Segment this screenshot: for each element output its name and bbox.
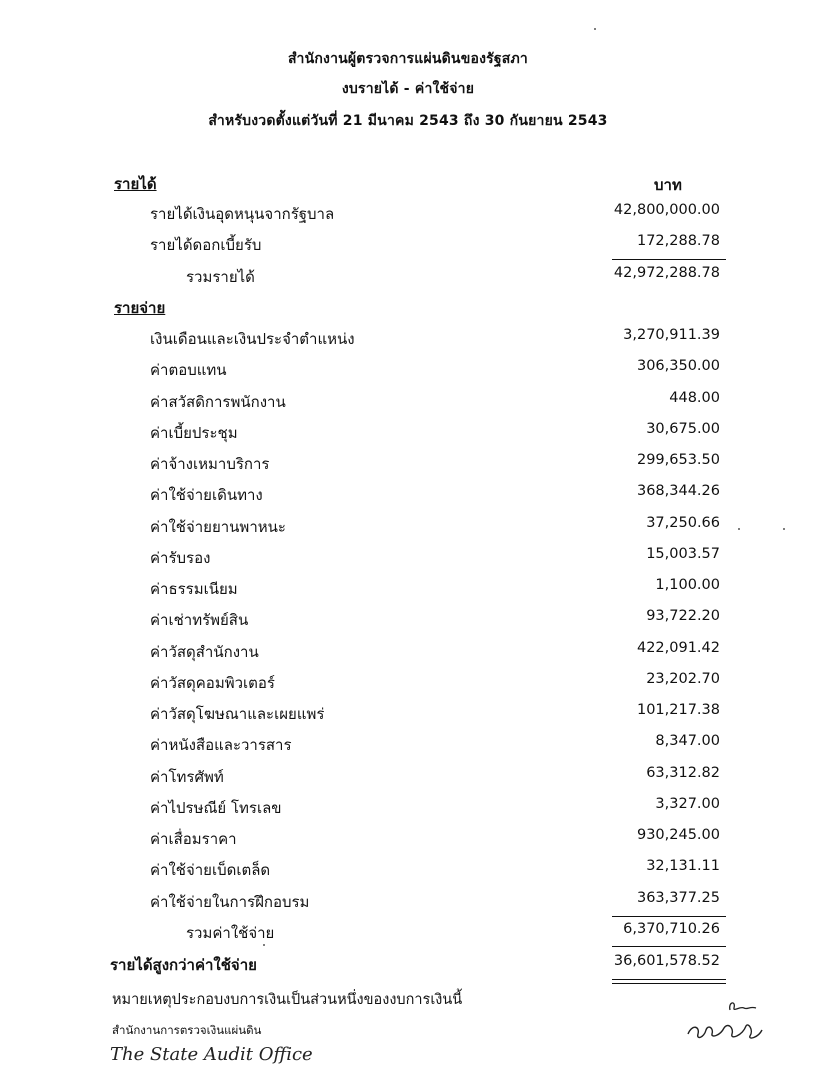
expense-amount: 8,347.00 xyxy=(655,733,720,749)
handwritten-initials xyxy=(684,994,764,1044)
expense-row xyxy=(0,421,816,445)
expense-amount: 930,245.00 xyxy=(636,827,720,843)
expense-row xyxy=(0,640,816,664)
expense-row xyxy=(0,608,816,632)
expenses-heading: รายจ่าย xyxy=(114,299,166,317)
expense-amount: 30,675.00 xyxy=(646,421,720,437)
expense-amount: 299,653.50 xyxy=(636,452,720,468)
expense-label: ค่าวัสดุสำนักงาน xyxy=(150,643,259,661)
expense-row xyxy=(0,702,816,726)
income-total-row xyxy=(0,265,816,289)
net-top-rule xyxy=(612,946,726,947)
income-heading: รายได้ xyxy=(114,175,157,193)
expense-row xyxy=(0,765,816,789)
expense-row xyxy=(0,358,816,382)
expense-amount: 1,100.00 xyxy=(655,577,720,593)
expense-label: ค่าวัสดุคอมพิวเตอร์ xyxy=(150,674,275,692)
expense-amount: 422,091.42 xyxy=(636,640,720,656)
audit-office-signature: The State Audit Office xyxy=(110,1044,313,1065)
expense-label: ค่าไปรษณีย์ โทรเลข xyxy=(150,799,282,817)
expense-label: ค่าวัสดุโฆษณาและเผยแพร่ xyxy=(150,705,325,723)
expense-row xyxy=(0,327,816,351)
expense-label: ค่าใช้จ่ายเดินทาง xyxy=(150,486,263,504)
expense-label: ค่าใช้จ่ายเบ็ดเตล็ด xyxy=(150,861,271,879)
expense-row xyxy=(0,858,816,882)
expense-label: ค่าตอบแทน xyxy=(150,361,227,379)
expense-label: ค่าเช่าทรัพย์สิน xyxy=(150,611,249,629)
expense-amount: 3,270,911.39 xyxy=(623,327,720,343)
income-subtotal-rule xyxy=(612,259,726,260)
expense-label: ค่าเบี้ยประชุม xyxy=(150,424,238,442)
expense-row xyxy=(0,796,816,820)
expense-amount: 448.00 xyxy=(669,390,720,406)
expense-amount: 306,350.00 xyxy=(636,358,720,374)
income-label: รายได้ดอกเบี้ยรับ xyxy=(150,236,262,254)
organization-title: สำนักงานผู้ตรวจการแผ่นดินของรัฐสภา xyxy=(287,51,528,67)
expense-row xyxy=(0,483,816,507)
expense-label: ค่ารับรอง xyxy=(150,549,211,567)
income-row xyxy=(0,202,816,226)
scan-speck xyxy=(738,528,740,530)
expense-label: ค่าใช้จ่ายยานพาหนะ xyxy=(150,518,286,536)
expense-row xyxy=(0,890,816,914)
net-double-rule-1 xyxy=(612,979,726,980)
expense-label: ค่าสวัสดิการพนักงาน xyxy=(150,393,286,411)
net-row xyxy=(0,953,816,977)
expense-label: ค่าใช้จ่ายในการฝึกอบรม xyxy=(150,893,310,911)
income-total-label: รวมรายได้ xyxy=(186,268,255,286)
currency-unit: บาท xyxy=(654,176,682,194)
expense-amount: 363,377.25 xyxy=(636,890,720,906)
expense-label: ค่าเสื่อมราคา xyxy=(150,830,237,848)
expense-label: ค่าจ้างเหมาบริการ xyxy=(150,455,270,473)
expense-row xyxy=(0,671,816,695)
expense-row xyxy=(0,515,816,539)
expense-subtotal-rule xyxy=(612,916,726,917)
income-amount: 172,288.78 xyxy=(636,233,720,249)
expense-row xyxy=(0,546,816,570)
expense-label: ค่าธรรมเนียม xyxy=(150,580,238,598)
statement-period: สำหรับงวดตั้งแต่วันที่ 21 มีนาคม 2543 ถึง 30 กันยายน 2543 xyxy=(208,113,608,129)
expense-amount: 101,217.38 xyxy=(636,702,720,718)
expense-amount: 37,250.66 xyxy=(646,515,720,531)
net-double-rule-2 xyxy=(612,983,726,984)
expense-amount: 368,344.26 xyxy=(636,483,720,499)
scan-speck xyxy=(263,944,265,946)
income-amount: 42,800,000.00 xyxy=(613,202,720,218)
expense-row xyxy=(0,452,816,476)
expense-total-row xyxy=(0,921,816,945)
income-total-amount: 42,972,288.78 xyxy=(613,265,720,281)
footnote: หมายเหตุประกอบงบการเงินเป็นส่วนหนึ่งของงบการเงินนี้ xyxy=(112,992,463,1008)
expense-label: ค่าโทรศัพท์ xyxy=(150,768,224,786)
expense-amount: 23,202.70 xyxy=(646,671,720,687)
expense-label: ค่าหนังสือและวารสาร xyxy=(150,736,292,754)
scan-speck xyxy=(783,528,785,530)
expense-amount: 93,722.20 xyxy=(646,608,720,624)
scan-speck xyxy=(594,28,596,30)
expense-label: เงินเดือนและเงินประจำตำแหน่ง xyxy=(150,330,355,348)
audit-office-label: สำนักงานการตรวจเงินแผ่นดิน xyxy=(112,1023,262,1037)
expense-amount: 3,327.00 xyxy=(655,796,720,812)
expense-total-amount: 6,370,710.26 xyxy=(623,921,720,937)
expense-row xyxy=(0,577,816,601)
statement-title: งบรายได้ - ค่าใช้จ่าย xyxy=(341,81,475,97)
expense-total-label: รวมค่าใช้จ่าย xyxy=(186,924,275,942)
expense-row xyxy=(0,390,816,414)
income-label: รายได้เงินอุดหนุนจากรัฐบาล xyxy=(150,205,335,223)
expense-amount: 32,131.11 xyxy=(646,858,720,874)
expense-row xyxy=(0,827,816,851)
net-amount: 36,601,578.52 xyxy=(613,953,720,969)
expense-amount: 15,003.57 xyxy=(646,546,720,562)
expense-amount: 63,312.82 xyxy=(646,765,720,781)
net-label: รายได้สูงกว่าค่าใช้จ่าย xyxy=(110,956,257,974)
expense-row xyxy=(0,733,816,757)
income-row xyxy=(0,233,816,257)
